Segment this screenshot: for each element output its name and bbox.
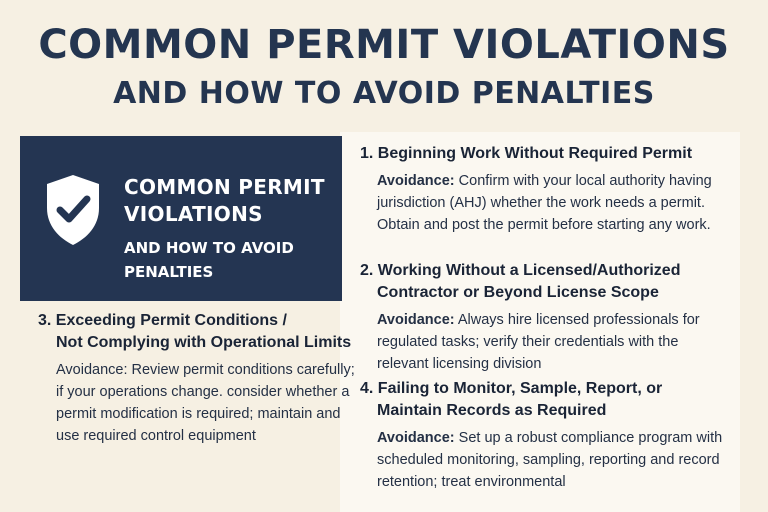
avoidance-text: Set up a robust compliance program with scheduled monitoring, sampling, reporting and record retention; treat environmental (377, 430, 723, 490)
item-avoidance (38, 359, 358, 447)
banner (20, 136, 342, 301)
item-heading (360, 260, 720, 304)
page-title: COMMON PERMIT VIOLATIONS (38, 22, 730, 68)
item-heading-line2: Maintain Records as Required (377, 402, 607, 419)
item-number: 2. (360, 262, 374, 279)
violation-item-4 (360, 378, 730, 493)
violation-item-1 (360, 143, 720, 236)
banner-subtitle: AND HOW TO AVOID PENALTIES (124, 239, 294, 281)
item-number: 4. (360, 380, 374, 397)
item-heading-line1: Working Without a Licensed/Authorized (377, 262, 681, 279)
item-avoidance (360, 309, 720, 375)
avoidance-text: Review permit conditions carefully; if your operations change. consider whether a permit modification is required; maintain and use required control equipment (56, 362, 355, 444)
item-avoidance (360, 427, 730, 493)
item-heading-line2: Not Complying with Operational Limits (56, 334, 352, 351)
page-subtitle: AND HOW TO AVOID PENALTIES (113, 76, 655, 111)
item-avoidance (360, 170, 720, 236)
violation-item-2 (360, 260, 720, 375)
item-heading-line2: Contractor or Beyond License Scope (377, 284, 659, 301)
item-heading (38, 310, 358, 354)
item-heading (360, 378, 730, 422)
item-number: 3. (38, 312, 52, 329)
avoidance-text: Confirm with your local authority having jurisdiction (AHJ) whether the work needs a permit. Obtain and post the permit before starting any work. (377, 173, 712, 233)
item-heading (360, 143, 720, 165)
item-heading-line1: Beginning Work Without Required Permit (377, 145, 693, 162)
avoidance-label: Avoidance: (377, 173, 455, 189)
item-heading-line1: Exceeding Permit Conditions / (55, 312, 287, 329)
avoidance-label: Avoidance: (377, 312, 455, 328)
avoidance-text: Always hire licensed professionals for regulated tasks; verify their credentials with the relevant licensing division (377, 312, 700, 372)
avoidance-label: Avoidance: (377, 430, 455, 446)
item-heading-line1: Failing to Monitor, Sample, Report, or (377, 380, 663, 397)
banner-title: COMMON PERMIT VIOLATIONS (124, 175, 325, 226)
avoidance-label: Avoidance: (56, 362, 128, 378)
shield-check-icon (42, 172, 104, 248)
violation-item-3 (38, 310, 358, 447)
item-number: 1. (360, 145, 374, 162)
